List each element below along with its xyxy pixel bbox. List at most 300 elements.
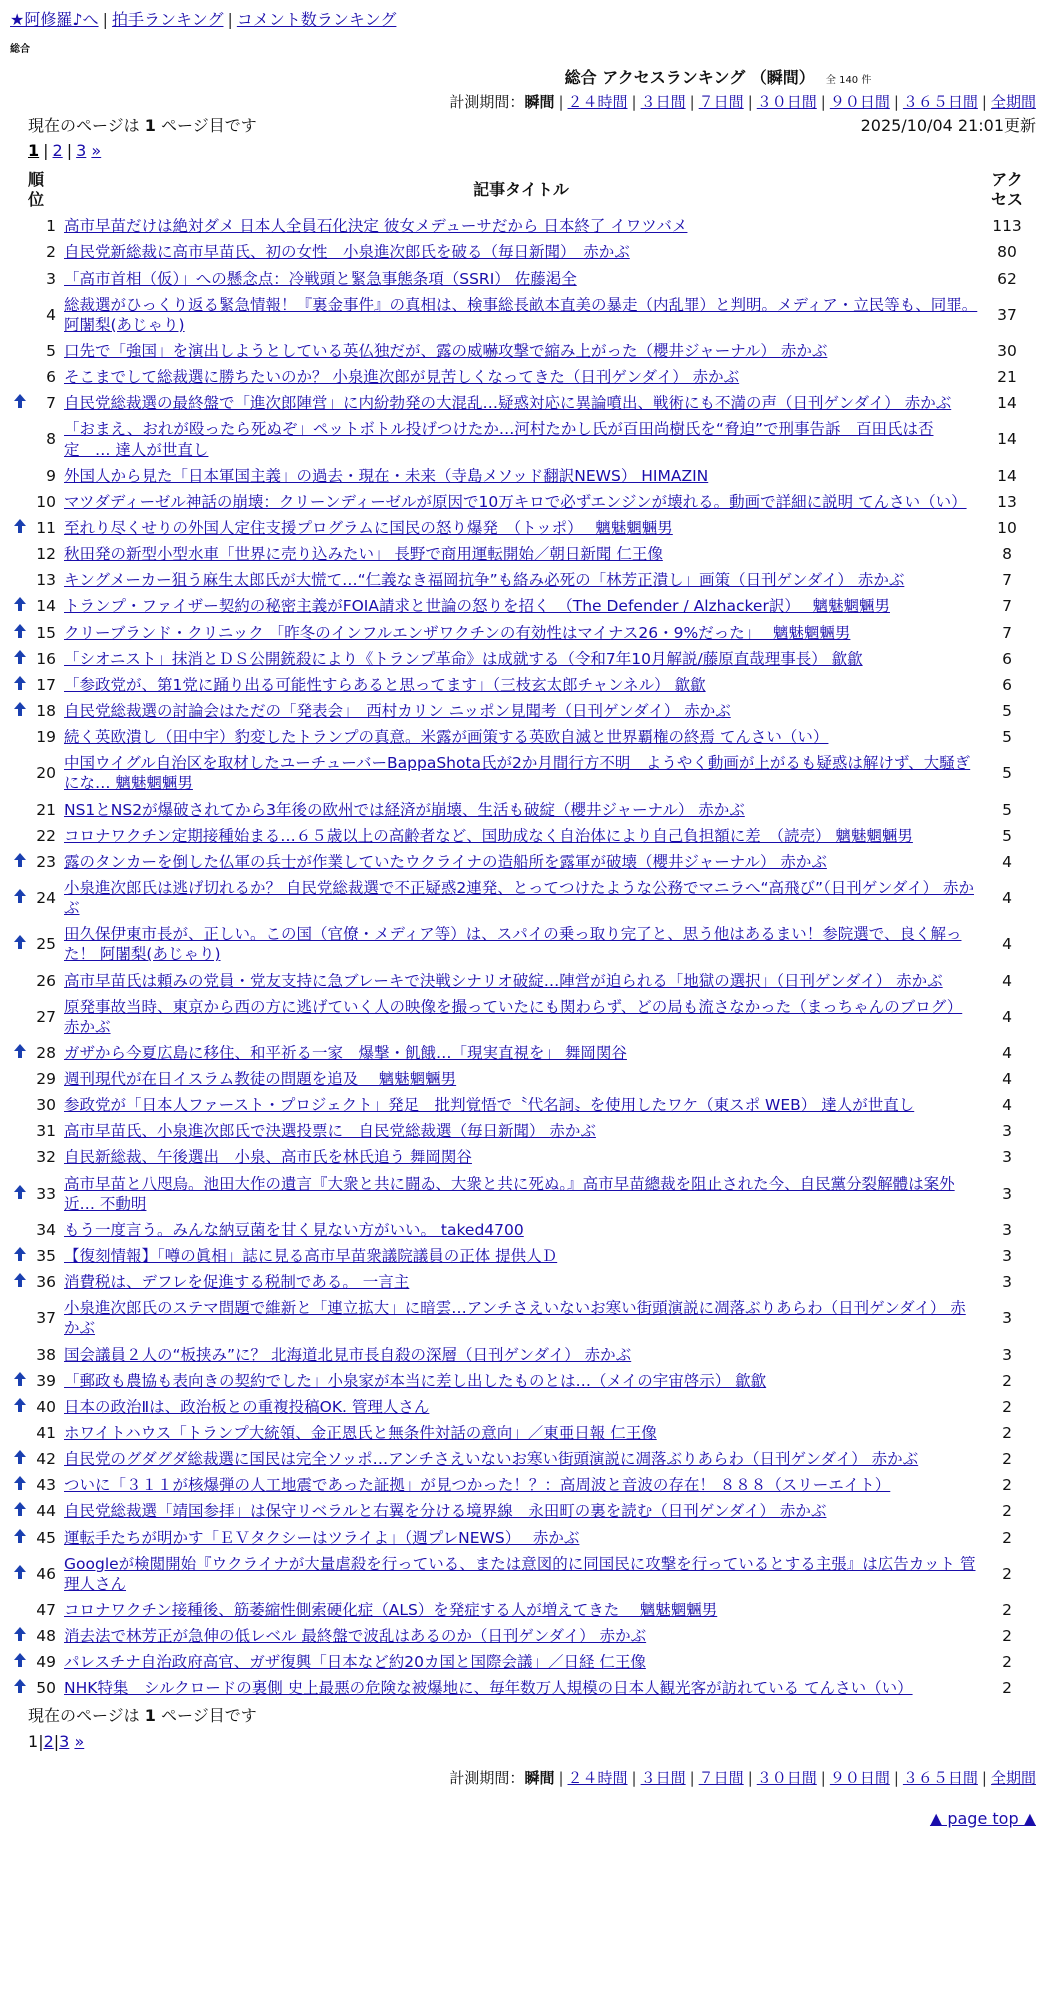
page-suffix-bottom: ページ目です xyxy=(155,1705,257,1725)
arrow-up-icon xyxy=(14,1043,26,1063)
row-rank: 22 xyxy=(36,826,56,845)
article-link[interactable]: 週刊現代が在日イスラム教徒の問題を追及 魑魅魍魎男 xyxy=(64,1070,457,1089)
article-link[interactable]: 露のタンカーを倒した仏軍の兵士が作業していたウクライナの造船所を露軍が破壊（櫻井ジャーナル） 赤かぶ xyxy=(64,852,827,871)
article-link[interactable]: 参政党が「日本人ファースト・プロジェクト」発足 批判覚悟で〝代名詞〟を使用したワケ（東スポ WEB） 達人が世直し xyxy=(64,1096,915,1115)
row-trend xyxy=(10,1118,30,1144)
page-top-link[interactable]: ▲ page top ▲ xyxy=(929,1808,1036,1828)
article-link[interactable]: 自民新総裁、午後選出 小泉、高市氏を林氏追う 舞岡関谷 xyxy=(64,1148,472,1167)
row-trend xyxy=(10,239,30,265)
row-trend xyxy=(10,672,30,698)
row-trend xyxy=(10,724,30,750)
row-trend xyxy=(10,1092,30,1118)
row-access-count: 5 xyxy=(1002,826,1012,845)
row-trend xyxy=(10,1342,30,1368)
article-link[interactable]: トランプ・ファイザー契約の秘密主義がFOIA請求と世論の怒りを招く （The Defender / Alzhacker訳） 魑魅魍魎男 xyxy=(64,597,890,616)
total-count: 全 140 件 xyxy=(825,74,872,86)
table-row xyxy=(10,724,1034,750)
table-row xyxy=(10,1420,1034,1446)
arrow-up-icon xyxy=(14,852,26,872)
arrow-up-icon xyxy=(14,1272,26,1292)
row-title-cell xyxy=(62,1623,980,1649)
table-row xyxy=(10,1472,1034,1498)
article-link[interactable]: パレスチナ自治政府高官、ガザ復興「日本など約20カ国と国際会議」／日経 仁王像 xyxy=(64,1653,646,1672)
article-link[interactable]: ついに「３１１が核爆弾の人工地震であった証拠」が見つかった！？：高周波と音波の存在！ ８８８（スリーエイト） xyxy=(64,1476,891,1495)
period-link-5[interactable]: ９０日間 xyxy=(829,1769,890,1788)
row-rank: 28 xyxy=(36,1043,56,1062)
row-rank: 37 xyxy=(36,1309,56,1328)
table-header-row xyxy=(10,168,1034,214)
article-link[interactable]: 高市早苗氏、小泉進次郎氏で決選投票に 自民党総裁選（毎日新聞） 赤かぶ xyxy=(64,1122,596,1141)
arrow-up-icon xyxy=(14,1246,26,1266)
article-link[interactable]: NHK特集 シルクロードの裏側 史上最悪の危険な被爆地に、毎年数万人規模の日本人観光客が訪れている てんさい（い） xyxy=(64,1679,913,1698)
table-row xyxy=(10,1118,1034,1144)
article-link[interactable]: 自民党総裁選「靖国参拝」は保守リベラルと右翼を分ける境界線 永田町の裏を読む（日刊ゲンダイ） 赤かぶ xyxy=(64,1502,827,1521)
pager-page-3[interactable]: 3 xyxy=(59,1732,70,1752)
row-access-count: 30 xyxy=(997,341,1017,360)
row-rank: 1 xyxy=(46,217,56,236)
row-rank: 6 xyxy=(46,368,56,387)
pager-page-2[interactable]: 2 xyxy=(52,140,63,160)
row-rank: 31 xyxy=(36,1122,56,1141)
table-row xyxy=(10,620,1034,646)
period-link-2[interactable]: ３日間 xyxy=(640,92,686,111)
article-link[interactable]: 消費税は、デフレを促進する税制である。 一言主 xyxy=(64,1273,410,1292)
row-trend xyxy=(10,515,30,541)
separator: | xyxy=(820,92,826,111)
row-rank: 12 xyxy=(36,545,56,564)
article-link[interactable]: 続く英欧潰し（田中宇）豹変したトランプの真意。米露が画策する英欧自滅と世界覇権の終焉 てんさい（い） xyxy=(64,728,829,747)
row-trend xyxy=(10,463,30,489)
period-link-6[interactable]: ３６５日間 xyxy=(902,92,978,111)
article-link[interactable]: 「郵政も農協も表向きの契約でした」小泉家が本当に差し出したものとは…（メイの宇宙啓示） 歙歙 xyxy=(64,1371,767,1390)
period-link-4[interactable]: ３０日間 xyxy=(756,92,817,111)
row-rank: 26 xyxy=(36,971,56,990)
row-rank: 48 xyxy=(36,1627,56,1646)
row-title-cell xyxy=(62,515,980,541)
period-link-5[interactable]: ９０日間 xyxy=(829,92,890,111)
period-link-1[interactable]: ２４時間 xyxy=(567,92,628,111)
table-row xyxy=(10,1269,1034,1295)
table-row xyxy=(10,338,1034,364)
row-access-count: 14 xyxy=(997,466,1017,485)
row-access-count: 7 xyxy=(1002,623,1012,642)
table-row xyxy=(10,672,1034,698)
table-row xyxy=(10,266,1034,292)
row-access-count: 3 xyxy=(1002,1184,1012,1203)
row-trend xyxy=(10,541,30,567)
row-trend xyxy=(10,390,30,416)
article-link[interactable]: 「参政党が、第1党に踊り出る可能性すらあると思ってます」（三枝玄太郎チャンネル） 歙歙 xyxy=(64,675,706,694)
row-rank: 25 xyxy=(36,935,56,954)
row-title-cell xyxy=(62,1092,980,1118)
row-rank: 29 xyxy=(36,1070,56,1089)
article-link[interactable]: 高市早苗だけは絶対ダメ 日本人全員石化決定 彼女メデューサだから 日本終了 イワツバメ xyxy=(64,217,688,236)
row-access-count: 2 xyxy=(1002,1450,1012,1469)
arrow-up-icon xyxy=(14,1501,26,1521)
article-link[interactable]: 【復刻情報】「噂の眞相」誌に見る高市早苗衆議院議員の正体 提供人Ｄ xyxy=(64,1247,558,1266)
row-rank: 30 xyxy=(36,1096,56,1115)
pager-bottom xyxy=(10,1732,1036,1753)
article-link[interactable]: Googleが検閲開始『ウクライナが大量虐殺を行っている、または意図的に同国民に攻撃を行っているとする主張』は広告カット 管理人さん xyxy=(64,1554,976,1593)
article-link[interactable]: 「高市首相（仮）」への懸念点：冷戦頭と緊急事態条項（SSRI） 佐藤渇全 xyxy=(64,269,577,288)
row-access-count: 4 xyxy=(1002,1007,1012,1026)
row-rank: 42 xyxy=(36,1450,56,1469)
pager-current: 1 xyxy=(28,140,40,160)
table-row xyxy=(10,1649,1034,1675)
separator: | xyxy=(631,1769,637,1788)
table-row xyxy=(10,1394,1034,1420)
page-info-bottom xyxy=(10,1706,1036,1727)
table-row xyxy=(10,515,1034,541)
updated-time: 2025/10/04 21:01更新 xyxy=(860,116,1036,136)
article-link[interactable]: 自民党新総裁に高市早苗氏、初の女性 小泉進次郎氏を破る（毎日新聞） 赤かぶ xyxy=(64,243,630,262)
arrow-up-icon xyxy=(14,934,26,954)
row-title-cell xyxy=(62,292,980,338)
table-row xyxy=(10,1446,1034,1472)
pager-page-3[interactable]: 3 xyxy=(76,140,87,160)
article-link[interactable]: 口先で「強国」を演出しようとしている英仏独だが、露の威嚇攻撃で縮み上がった（櫻井ジャーナル） 赤かぶ xyxy=(64,341,828,360)
table-row xyxy=(10,1066,1034,1092)
row-trend xyxy=(10,1675,30,1701)
row-access-count: 4 xyxy=(1002,1043,1012,1062)
row-trend xyxy=(10,213,30,239)
row-title-cell xyxy=(62,1144,980,1170)
pager-page-2[interactable]: 2 xyxy=(43,1732,54,1752)
article-link[interactable]: コロナワクチン接種後、筋萎縮性側索硬化症（ALS）を発症する人が増えてきた 魑魅魍魎男 xyxy=(64,1601,718,1620)
period-link-3[interactable]: ７日間 xyxy=(698,92,744,111)
pager-next[interactable]: » xyxy=(91,140,102,160)
row-trend xyxy=(10,750,30,796)
row-access-count: 3 xyxy=(1002,1345,1012,1364)
row-access-count: 2 xyxy=(1002,1627,1012,1646)
arrow-up-icon xyxy=(14,393,26,413)
row-trend xyxy=(10,593,30,619)
row-trend xyxy=(10,489,30,515)
row-rank: 49 xyxy=(36,1653,56,1672)
row-title-cell xyxy=(62,849,980,875)
table-row xyxy=(10,390,1034,416)
row-trend xyxy=(10,1446,30,1472)
article-link[interactable]: 「シオニスト」抹消とＤＳ公開銃殺により《トランプ革命》は成就する（令和7年10月解説/藤原直哉理事長） 歙歙 xyxy=(64,649,863,668)
row-access-count: 3 xyxy=(1002,1309,1012,1328)
table-row xyxy=(10,416,1034,462)
arrow-up-icon xyxy=(14,1184,26,1204)
page-title: 総合 アクセスランキング （瞬間） xyxy=(564,67,815,87)
arrow-up-icon xyxy=(14,1626,26,1646)
page-prefix: 現在のページは xyxy=(28,116,145,136)
article-link[interactable]: 国会議員２人の“板挟み”に？ 北海道北見市長自殺の深層（日刊ゲンダイ） 赤かぶ xyxy=(64,1345,632,1364)
article-link[interactable]: NS1とNS2が爆破されてから3年後の欧州では経済が崩壊、生活も破綻（櫻井ジャーナル） 赤かぶ xyxy=(64,800,745,819)
separator: | xyxy=(747,92,753,111)
article-link[interactable]: 中国ウイグル自治区を取材したユーチューバーBappaShota氏が2か月間行方不明 ようやく動画が上がるも疑惑は解けず、大騒ぎにな… 魑魅魍魎男 xyxy=(64,754,971,793)
table-row xyxy=(10,750,1034,796)
article-link[interactable]: 総裁選がひっくり返る緊急情報！『裏金事件』の真相は、検事総長畝本直美の暴走（内乱罪）と判明。メディア・立民等も、同罪。 阿闍梨(あじゃり) xyxy=(64,295,978,334)
row-access-count: 4 xyxy=(1002,971,1012,990)
row-trend xyxy=(10,567,30,593)
table-row xyxy=(10,1498,1034,1524)
row-access-count: 6 xyxy=(1002,649,1012,668)
article-link[interactable]: 至れり尽くせりの外国人定住支援プログラムに国民の怒り爆発 （トッポ） 魑魅魍魎男 xyxy=(64,518,673,537)
article-link[interactable]: キングメーカー狙う麻生太郎氏が大慌て…“仁義なき福岡抗争”も絡み必死の「林芳正潰し」画策（日刊ゲンダイ） 赤かぶ xyxy=(64,571,905,590)
row-rank: 21 xyxy=(36,800,56,819)
row-access-count: 2 xyxy=(1002,1528,1012,1547)
arrow-up-icon xyxy=(14,1652,26,1672)
separator: | xyxy=(631,92,637,111)
arrow-up-icon xyxy=(14,1678,26,1698)
table-row xyxy=(10,875,1034,921)
period-current: 瞬間 xyxy=(524,1769,555,1788)
row-trend xyxy=(10,1498,30,1524)
row-rank: 14 xyxy=(36,597,56,616)
row-title-cell xyxy=(62,364,980,390)
header-access: アクセス xyxy=(990,169,1023,210)
row-access-count: 80 xyxy=(997,243,1017,262)
row-access-count: 3 xyxy=(1002,1148,1012,1167)
separator: | xyxy=(38,1732,44,1752)
article-link[interactable]: 自民党総裁選の最終盤で「進次郎陣営」に内紛勃発の大混乱…疑惑対応に異論噴出、戦術にも不満の声（日刊ゲンダイ） 赤かぶ xyxy=(64,394,952,413)
row-rank: 35 xyxy=(36,1247,56,1266)
row-access-count: 2 xyxy=(1002,1371,1012,1390)
article-link[interactable]: 小泉進次郎氏のステマ問題で維新と「連立拡大」に暗雲…アンチさえいないお寒い街頭演説に凋落ぶりあらわ（日刊ゲンダイ） 赤かぶ xyxy=(64,1299,966,1338)
row-access-count: 7 xyxy=(1002,597,1012,616)
row-trend xyxy=(10,1394,30,1420)
separator: | xyxy=(227,10,233,29)
row-rank: 32 xyxy=(36,1148,56,1167)
row-rank: 24 xyxy=(36,889,56,907)
row-title-cell xyxy=(62,1243,980,1269)
row-title-cell xyxy=(62,1394,980,1420)
separator: | xyxy=(893,92,899,111)
separator: | xyxy=(53,1732,60,1752)
table-row xyxy=(10,1551,1034,1597)
row-access-count: 2 xyxy=(1002,1397,1012,1416)
article-link[interactable]: 外国人から見た「日本軍国主義」の過去・現在・未来（寺島メソッド翻訳NEWS） HIMAZIN xyxy=(64,466,709,485)
article-link[interactable]: 運転手たちが明かす「ＥＶタクシーはツライよ」（週プレNEWS） 赤かぶ xyxy=(64,1528,580,1547)
row-title-cell xyxy=(62,1649,980,1675)
row-title-cell xyxy=(62,266,980,292)
article-link[interactable]: ホワイトハウス「トランプ大統領、金正恩氏と無条件対話の意向」／東亜日報 仁王像 xyxy=(64,1424,657,1443)
table-row xyxy=(10,968,1034,994)
article-link[interactable]: マツダディーゼル神話の崩壊：クリーンディーゼルが原因で10万キロで必ずエンジンが壊れる。動画で詳細に説明 てんさい（い） xyxy=(64,492,967,511)
article-link[interactable]: 消去法で林芳正が急伸の低レベル 最終盤で波乱はあるのか（日刊ゲンダイ） 赤かぶ xyxy=(64,1627,647,1646)
row-trend xyxy=(10,1040,30,1066)
category-label: 総合 xyxy=(10,43,30,55)
period-link-4[interactable]: ３０日間 xyxy=(756,1769,817,1788)
period-link-7[interactable]: 全期間 xyxy=(990,1769,1036,1788)
row-access-count: 4 xyxy=(1002,889,1012,907)
row-access-count: 2 xyxy=(1002,1502,1012,1521)
nav-link-3[interactable]: コメント数ランキング xyxy=(236,10,397,29)
row-trend xyxy=(10,1171,30,1217)
row-trend xyxy=(10,823,30,849)
ranking-table xyxy=(10,168,1034,1702)
separator: | xyxy=(558,92,564,111)
separator: | xyxy=(981,92,987,111)
row-trend xyxy=(10,1368,30,1394)
row-trend xyxy=(10,797,30,823)
table-row xyxy=(10,1217,1034,1243)
article-link[interactable]: コロナワクチン定期接種始まる…６５歳以上の高齢者など、国助成なく自治体により自己負担額に差 （読売） 魑魅魍魎男 xyxy=(64,826,913,845)
row-title-cell xyxy=(62,1171,980,1217)
row-rank: 41 xyxy=(36,1424,56,1443)
row-title-cell xyxy=(62,1040,980,1066)
row-title-cell xyxy=(62,390,980,416)
table-row xyxy=(10,797,1034,823)
row-title-cell xyxy=(62,724,980,750)
row-trend xyxy=(10,1649,30,1675)
row-trend xyxy=(10,698,30,724)
row-access-count: 4 xyxy=(1002,1070,1012,1089)
table-row xyxy=(10,994,1034,1040)
row-trend xyxy=(10,1623,30,1649)
arrow-up-icon xyxy=(14,1475,26,1495)
row-rank: 16 xyxy=(36,649,56,668)
arrow-up-icon xyxy=(14,596,26,616)
header-rank: 順位 xyxy=(27,169,44,210)
table-row xyxy=(10,463,1034,489)
table-row xyxy=(10,823,1034,849)
row-title-cell xyxy=(62,541,980,567)
row-rank: 44 xyxy=(36,1502,56,1521)
row-title-cell xyxy=(62,338,980,364)
period-link-7[interactable]: 全期間 xyxy=(990,92,1036,111)
pager-top xyxy=(10,141,1036,162)
article-link[interactable]: 自民党のグダグダ総裁選に国民は完全ソッポ…アンチさえいないお寒い街頭演説に凋落ぶりあらわ（日刊ゲンダイ） 赤かぶ xyxy=(64,1450,919,1469)
row-rank: 3 xyxy=(46,269,56,288)
row-rank: 20 xyxy=(36,764,56,783)
row-trend xyxy=(10,968,30,994)
table-row xyxy=(10,239,1034,265)
row-title-cell xyxy=(62,239,980,265)
article-link[interactable]: 原発事故当時、東京から西の方に逃げていく人の映像を撮っていたにも関わらず、どの局も流さなかった（まっちゃんのブログ） 赤かぶ xyxy=(64,997,963,1036)
row-title-cell xyxy=(62,968,980,994)
row-title-cell xyxy=(62,1420,980,1446)
row-access-count: 2 xyxy=(1002,1424,1012,1443)
article-link[interactable]: 高市早苗と八咫烏。池田大作の遺言『大衆と共に闘ゐ、大衆と共に死ぬ。』高市早苗總裁を阻止された今、自民黨分裂解體は案外近… 不動明 xyxy=(64,1174,955,1213)
row-access-count: 7 xyxy=(1002,571,1012,590)
row-rank: 2 xyxy=(46,243,56,262)
article-link[interactable]: 「おまえ、おれが殴ったら死ぬぞ」ペットボトル投げつけたか…河村たかし氏が百田尚樹氏を“脅迫”で刑事告訴 百田氏は否定 … 達人が世直し xyxy=(64,420,934,459)
table-row xyxy=(10,364,1034,390)
arrow-up-icon xyxy=(14,1371,26,1391)
row-access-count: 5 xyxy=(1002,728,1012,747)
row-trend xyxy=(10,875,30,921)
row-title-cell xyxy=(62,750,980,796)
table-row xyxy=(10,1092,1034,1118)
table-row xyxy=(10,1171,1034,1217)
table-row xyxy=(10,1243,1034,1269)
row-trend xyxy=(10,1144,30,1170)
row-rank: 4 xyxy=(46,305,56,324)
article-link[interactable]: 自民党総裁選の討論会はただの「発表会」 西村カリン ニッポン見聞考（日刊ゲンダイ） 赤かぶ xyxy=(64,701,731,720)
article-link[interactable]: 高市早苗氏は頼みの党員・党友支持に急ブレーキで決戦シナリオ破綻…陣営が迫られる「地獄の選択」（日刊ゲンダイ） 赤かぶ xyxy=(64,971,943,990)
row-title-cell xyxy=(62,416,980,462)
row-rank: 18 xyxy=(36,701,56,720)
article-link[interactable]: 日本の政治Ⅱは、政治板との重複投稿OK. 管理人さん xyxy=(64,1397,430,1416)
row-title-cell xyxy=(62,1446,980,1472)
row-rank: 23 xyxy=(36,852,56,871)
nav-link-2[interactable]: 拍手ランキング xyxy=(111,10,224,29)
separator: | xyxy=(747,1769,753,1788)
table-row xyxy=(10,213,1034,239)
row-title-cell xyxy=(62,1597,980,1623)
row-trend xyxy=(10,1551,30,1597)
top-nav xyxy=(10,10,1036,31)
row-rank: 10 xyxy=(36,492,56,511)
period-link-3[interactable]: ７日間 xyxy=(698,1769,744,1788)
row-access-count: 2 xyxy=(1002,1564,1012,1583)
row-title-cell xyxy=(62,646,980,672)
nav-link-1[interactable]: ★阿修羅♪へ xyxy=(10,10,99,29)
period-link-1[interactable]: ２４時間 xyxy=(567,1769,628,1788)
pager-next[interactable]: » xyxy=(74,1732,85,1752)
row-title-cell xyxy=(62,1472,980,1498)
row-rank: 43 xyxy=(36,1476,56,1495)
table-row xyxy=(10,698,1034,724)
table-row xyxy=(10,1368,1034,1394)
row-trend xyxy=(10,364,30,390)
table-row xyxy=(10,567,1034,593)
row-access-count: 14 xyxy=(997,430,1017,449)
article-link[interactable]: 田久保伊東市長が、正しい。この国（官僚・メディア等）は、スパイの乗っ取り完了と、思う他はあるまい！参院選で、良く解った！ 阿闍梨(あじゃり) xyxy=(64,925,962,964)
row-rank: 50 xyxy=(36,1679,56,1698)
separator: | xyxy=(820,1769,826,1788)
row-access-count: 2 xyxy=(1002,1476,1012,1495)
row-title-cell xyxy=(62,1525,980,1551)
row-access-count: 8 xyxy=(1002,545,1012,564)
article-link[interactable]: 秋田発の新型小型水車「世界に売り込みたい」 長野で商用運転開始／朝日新聞 仁王像 xyxy=(64,545,663,564)
article-link[interactable]: そこまでして総裁選に勝ちたいのか？ 小泉進次郎が見苦しくなってきた（日刊ゲンダイ） 赤かぶ xyxy=(64,368,740,387)
current-page-text xyxy=(28,116,257,137)
period-link-6[interactable]: ３６５日間 xyxy=(902,1769,978,1788)
arrow-up-icon xyxy=(14,888,26,908)
row-rank: 46 xyxy=(36,1564,56,1583)
row-title-cell xyxy=(62,1066,980,1092)
row-trend xyxy=(10,292,30,338)
row-trend xyxy=(10,994,30,1040)
row-trend xyxy=(10,849,30,875)
row-rank: 5 xyxy=(46,341,56,360)
row-access-count: 5 xyxy=(1002,800,1012,819)
row-title-cell xyxy=(62,1217,980,1243)
arrow-up-icon xyxy=(14,1564,26,1584)
row-rank: 38 xyxy=(36,1345,56,1364)
row-rank: 19 xyxy=(36,728,56,747)
row-rank: 9 xyxy=(46,466,56,485)
table-row xyxy=(10,593,1034,619)
row-trend xyxy=(10,1295,30,1341)
period-link-2[interactable]: ３日間 xyxy=(640,1769,686,1788)
table-row xyxy=(10,489,1034,515)
separator: | xyxy=(102,10,108,29)
row-title-cell xyxy=(62,797,980,823)
row-title-cell xyxy=(62,1269,980,1295)
row-title-cell xyxy=(62,1295,980,1341)
arrow-up-icon xyxy=(14,1528,26,1548)
article-link[interactable]: もう一度言う。みんな納豆菌を甘く見ない方がいい。 taked4700 xyxy=(64,1220,524,1239)
arrow-up-icon xyxy=(14,649,26,669)
row-access-count: 14 xyxy=(997,394,1017,413)
row-trend xyxy=(10,1217,30,1243)
article-link[interactable]: ガザから今夏広島に移住、和平祈る一家 爆撃・飢餓…「現実直視を」 舞岡関谷 xyxy=(64,1043,627,1062)
row-trend xyxy=(10,1066,30,1092)
article-link[interactable]: クリーブランド・クリニック 「昨冬のインフルエンザワクチンの有効性はマイナス26・9%だった」 魑魅魍魎男 xyxy=(64,623,851,642)
row-rank: 15 xyxy=(36,623,56,642)
article-link[interactable]: 小泉進次郎氏は逃げ切れるか？ 自民党総裁選で不正疑惑2連発、とってつけたような公務でマニラへ“高飛び”（日刊ゲンダイ） 赤かぶ xyxy=(64,878,974,918)
row-rank: 13 xyxy=(36,571,56,590)
period-label: 計測期間： xyxy=(449,1769,525,1788)
row-title-cell xyxy=(62,620,980,646)
